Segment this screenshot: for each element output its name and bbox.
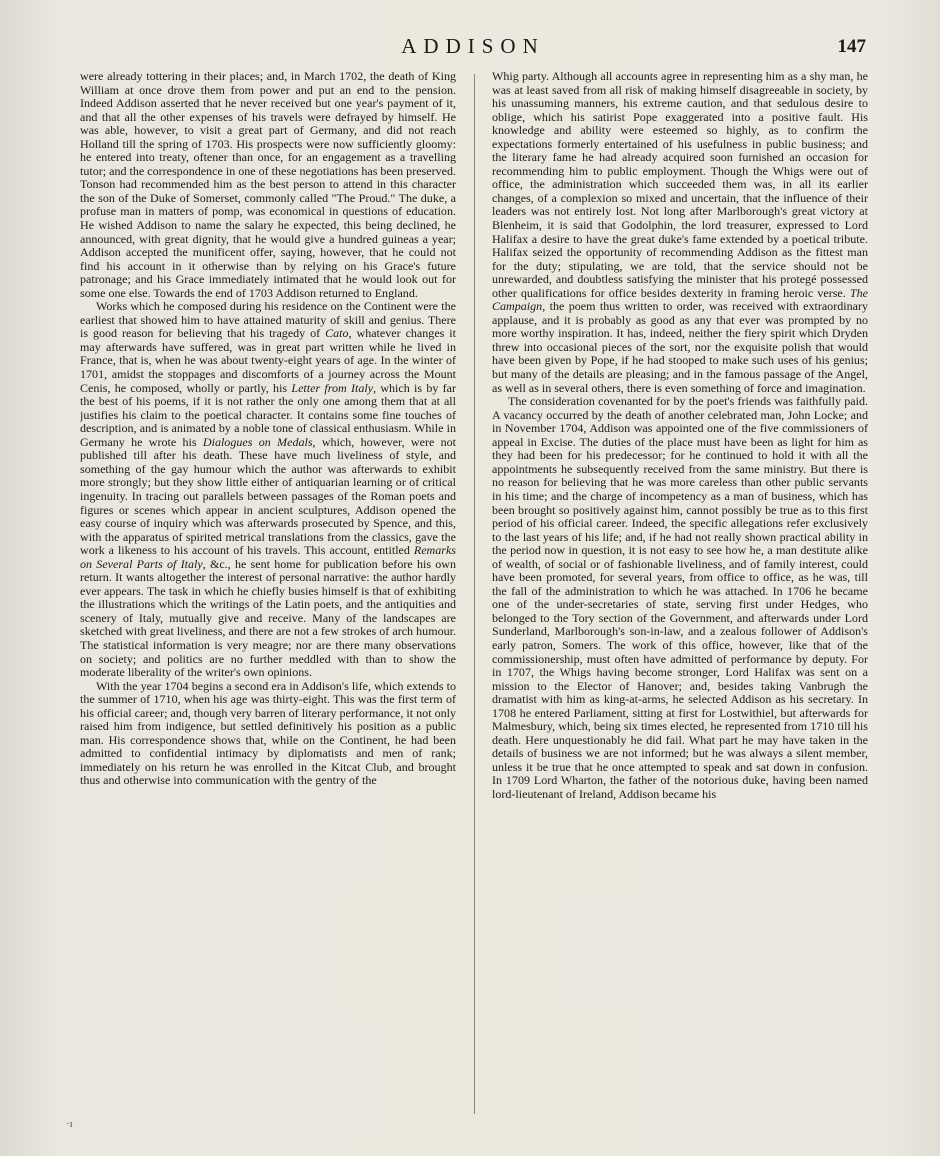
text-run: , &c., he sent home for publication before his own return. It wants altogether the interest of personal narrative: the author hardly ever appears. The task in which he chiefly busies himself is that of exhibiting the illustrations which the writings of the Latin poets, and the antiquities and scenery of Italy, mutually give and receive. Many of the landscapes are sketched with great liveliness, and there are not a few strokes of arch humour. The statistical information is very meagre; nor are there many observations on society; and politics are no further meddled with than to show the moderate liberality of the writer's own opinions. [80,556,456,680]
stray-mark: ·ı [66,1118,73,1130]
right-column [492,70,868,1130]
italic-title: The Campaign [492,285,868,314]
column-rule [474,74,475,1114]
text-run: , whatever changes it may afterwards have suffered, was in great part written while he lived in France, that is, when he was about twenty-eight years of age. In the winter of 1701, amidst the stoppages and discomforts of a journey across the Mount Cenis, he composed, wholly or partly, his [80,326,456,395]
italic-title: Cato [325,326,349,341]
text-columns [80,70,868,1130]
text-run: , which is by far the best of his poems, if it is not rather the only one among them that at all justifies his claim to the poetical character. It contains some fine touches of description, and is animated by a noble tone of classical enthusiasm. While in Germany he wrote his [80,380,456,449]
paragraph [492,395,868,801]
running-head: ADDISON [401,34,545,58]
italic-title: Letter from Italy [291,380,374,395]
italic-title: Remarks on Several Parts of Italy [80,543,456,571]
text-run: The consideration covenanted for by the poet's friends was faithfully paid. A vacancy occurred by the death of another celebrated man, John Locke; and in November 1704, Addison was appointed one of the five commissioners of appeal in Excise. The duties of the place must have been as light for him as they had been for his predecessor; for he continued to hold it with all the appointments he subsequently received from the same ministry. But there is no reason for believing that he was more careless than other public servants in his time; and the charge of incompetency as a man of business, which has been brought so positively against him, cannot possibly be true as to this first period of his official career. Indeed, the specific allegations refer exclusively to the last years of his life; and, if he had not really shown practical ability in the period now in question, it is not easy to see how he, a man destitute alike of wealth, of social or of fashionable liveliness, and of family interest, could have been promoted, for several years, from office to office, as he was, till the fall of the administration to which he was attached. In 1706 he became one of the under-secretaries of state, serving first under Hedges, who belonged to the Tory section of the Government, and afterwards under Lord Sunderland, Marlborough's son-in-law, and a zealous follower of Addison's early patron, Somers. The work of this office, however, like that of the commissionership, must often have admitted of performance by deputy. For in 1707, the Whigs having become stronger, Lord Halifax was sent on a mission to the Elector of Hanover; and, besides taking Vanbrugh the dramatist with him as king-at-arms, he selected Addison as his secretary. In 1708 he entered Parliament, sitting at first for Lostwithiel, but afterwards for Malmesbury, which, being six times elected, he represented from 1710 till his death. Here unquestionably he did fail. What part he may have taken in the details of business we are not informed; but he was always a silent member, unless it be true that he once attempted to speak and sat down in confusion. In 1709 Lord Wharton, the father of the notorious duke, having been named lord-lieutenant of Ireland, Addison became his [492,394,868,801]
text-run: With the year 1704 begins a second era in Addison's life, which extends to the summer of 1710, when his age was thirty-eight. This was the first term of his official career; and, though very barren of literary performance, it not only raised him from indigence, but settled definitively his position as a public man. His correspondence shows that, while on the Continent, he had been admitted to confidential intimacy by diplomatists and men of rank; immediately on his return he was enrolled in the Kitcat Club, and brought thus and otherwise into communication with the gentry of the [80,678,456,788]
paragraph [80,70,456,300]
left-column [80,70,456,1130]
paragraph [80,300,456,679]
text-run: Whig party. Although all accounts agree in representing him as a shy man, he was at least saved from all risk of making himself disagreeable in society, by his unassuming manners, his extreme caution, and that sedulous desire to oblige, which his satirist Pope exaggerated into a positive fault. His knowledge and ability were esteemed so highly, as to confirm the expectations formerly entertained of his usefulness in public business; and the literary fame he had already acquired soon furnished an occasion for recommending him to public employment. Though the Whigs were out of office, the administration which succeeded them was, in all its earlier changes, of a complexion so mixed and uncertain, that the influence of their leaders was not entirely lost. Not long after Marlborough's great victory at Blenheim, it is said that Godolphin, the lord treasurer, expressed to Lord Halifax a desire to have the great duke's fame extended by a poetical tribute. Halifax seized the opportunity of recommending Addison as the fittest man for the duty; stipulating, we are told, that the service should not be unrewarded, and doubtless satisfying the minister that his protegé possessed other qualifications for office besides dexterity in framing heroic verse. [492,70,868,300]
text-run: , which, however, were not published till after his death. These have much liveliness of style, and something of the gay humour which the author was afterwards to exhibit more strongly; but they show little either of antiquarian learning or of critical ingenuity. In tracing out parallels between passages of the Roman poets and figures or scenes which appear in ancient sculptures, Addison opened the easy course of inquiry which was afterwards prosecuted by Spence, and this, with the apparatus of spirited metrical translations from the classics, gave the work a likeness to his account of his travels. This account, entitled [80,434,456,558]
text-run: , the poem thus written to order, was received with extraordinary applause, and it is probably as good as any that ever was prompted by no more worthy inspiration. It has, indeed, neither the fiery spirit which Dryden threw into occasional pieces of the sort, nor the exquisite polish that would have been given by Pope, if he had stooped to make such uses of his genius; but many of the details are pleasing; and in the famous passage of the Angel, as well as in several others, there is even something of force and imagination. [492,299,868,395]
page-number: 147 [837,36,866,57]
paragraph [80,680,456,788]
italic-title: Dialogues on Medals [202,434,313,449]
text-run: Works which he composed during his residence on the Continent were the earliest that showed him to have attained maturity of skill and genius. There is good reason for believing that his tragedy of [80,299,456,341]
paragraph [492,70,868,395]
text-run: were already tottering in their places; and, in March 1702, the death of King William at once drove them from power and put an end to the pension. Indeed Addison asserted that he never received but one year's payment of it, and that all the other expenses of his travels were defrayed by himself. He was able, however, to visit a great part of Germany, and did not reach Holland till the spring of 1703. His prospects were now sufficiently gloomy: he entered into treaty, oftener than once, for an engagement as a travelling tutor; and the correspondence in one of these negotiations has been preserved. Tonson had recommended him as the best person to attend in this character the son of the Duke of Somerset, commonly called "The Proud." The duke, a profuse man in matters of pomp, was economical in questions of education. He wished Addison to name the salary he expected, this being declined, he announced, with great dignity, that he would give a hundred guineas a year; Addison accepted the munificent offer, saying, however, that he could not find his account in it otherwise than by relying on his Grace's future patronage; and his Grace immediately intimated that he would look out for some one else. Towards the end of 1703 Addison returned to England. [80,70,456,300]
page-header [80,34,866,66]
